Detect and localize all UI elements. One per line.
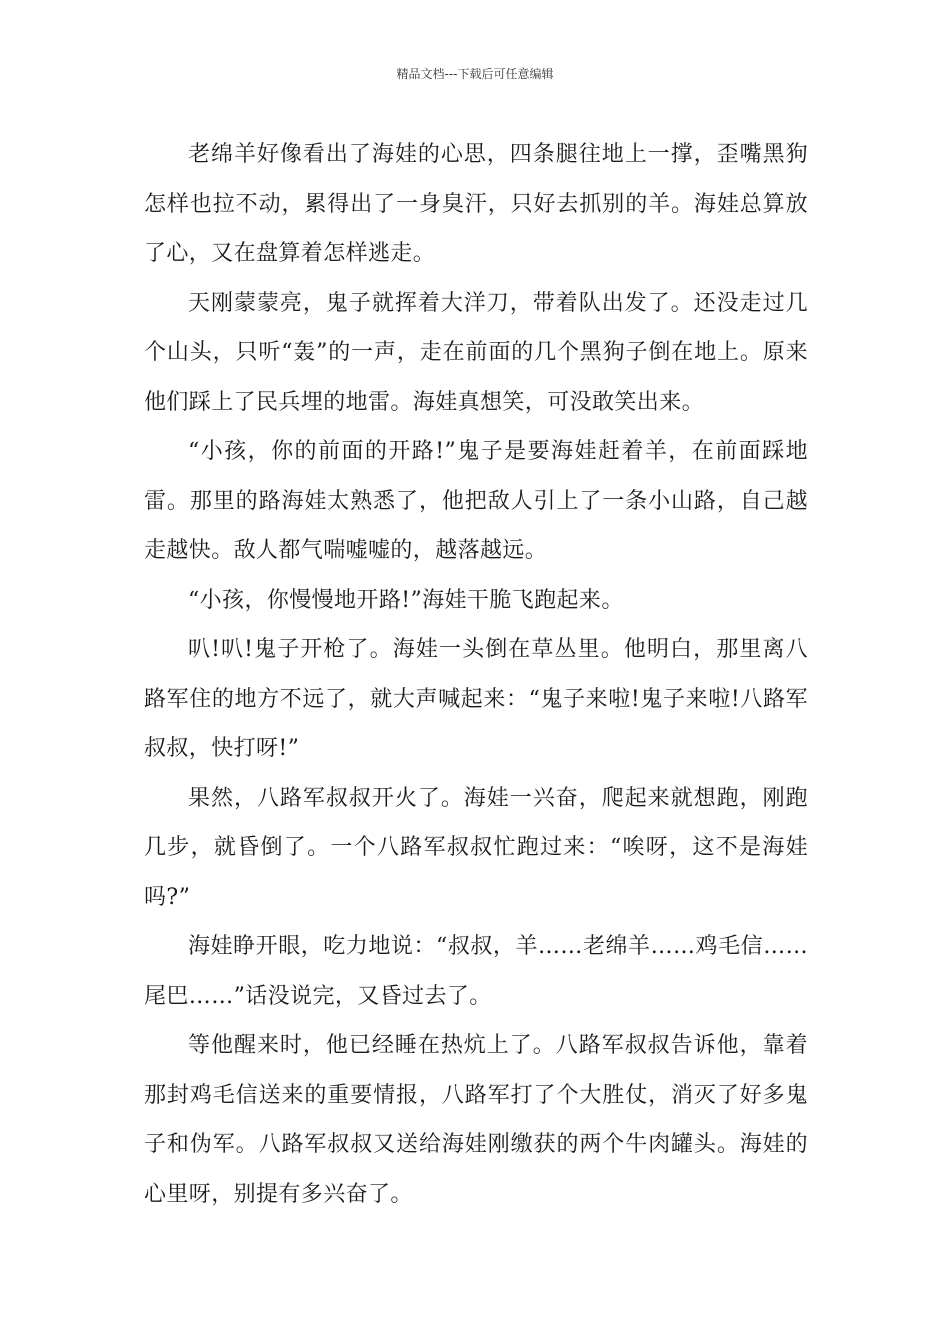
paragraph-3: “小孩，你的前面的开路!”鬼子是要海娃赶着羊，在前面踩地雷。那里的路海娃太熟悉了，他把敌人引上了一条小山路，自己越走越快。敌人都气喘嘘嘘的，越落越远。 xyxy=(144,439,808,563)
page-header: 精品文档---下载后可任意编辑 xyxy=(396,67,554,81)
document-body xyxy=(144,130,808,1219)
paragraph-2: 天刚蒙蒙亮，鬼子就挥着大洋刀，带着队出发了。还没走过几个山头，只听“轰”的一声，走在前面的几个黑狗子倒在地上。原来他们踩上了民兵埋的地雷。海娃真想笑，可没敢笑出来。 xyxy=(144,290,808,415)
paragraph-7: 海娃睁开眼，吃力地说：“叔叔，羊……老绵羊……鸡毛信……尾巴……”话没说完，又昏过去了。 xyxy=(144,934,808,1009)
paragraph-4: “小孩，你慢慢地开路!”海娃干脆飞跑起来。 xyxy=(188,587,624,613)
paragraph-6: 果然，八路军叔叔开火了。海娃一兴奋，爬起来就想跑，刚跑几步，就昏倒了。一个八路军叔叔忙跑过来：“唉呀，这不是海娃吗?” xyxy=(144,785,808,910)
paragraph-8: 等他醒来时，他已经睡在热炕上了。八路军叔叔告诉他，靠着那封鸡毛信送来的重要情报，八路军打了个大胜仗，消灭了好多鬼子和伪军。八路军叔叔又送给海娃刚缴获的两个牛肉罐头。海娃的心里呀，别提有多兴奋了。 xyxy=(144,1033,808,1207)
paragraph-5: 叭!叭!鬼子开枪了。海娃一头倒在草丛里。他明白，那里离八路军住的地方不远了，就大声喊起来：“鬼子来啦!鬼子来啦!八路军叔叔，快打呀!” xyxy=(144,637,808,761)
paragraph-1: 老绵羊好像看出了海娃的心思，四条腿往地上一撑，歪嘴黑狗怎样也拉不动，累得出了一身臭汗，只好去抓别的羊。海娃总算放了心，又在盘算着怎样逃走。 xyxy=(144,142,808,266)
